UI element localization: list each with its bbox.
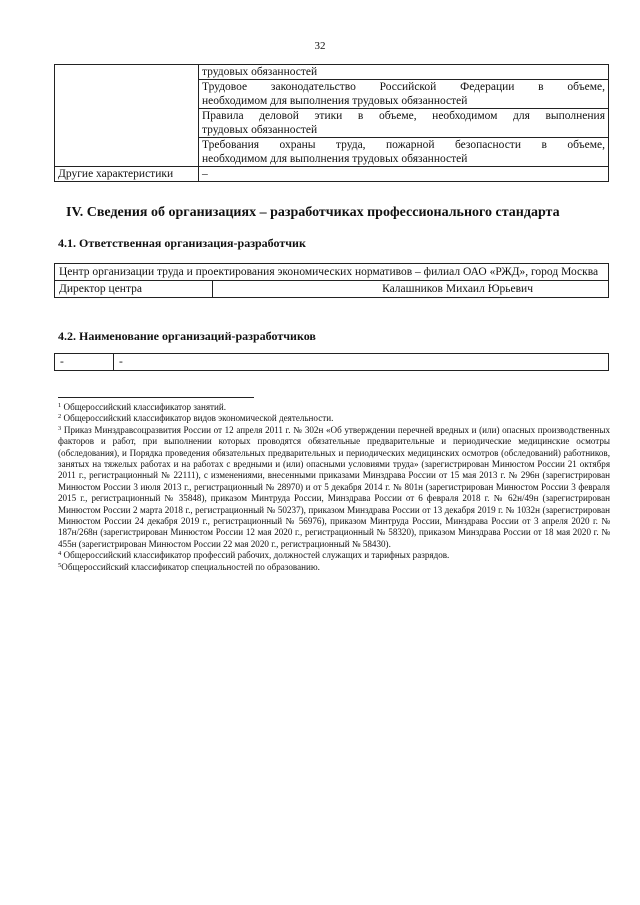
cell-line: Требования охраны труда, пожарной безопасности в объеме, bbox=[202, 139, 605, 151]
table-row bbox=[55, 65, 609, 80]
footnote-number: 5 bbox=[58, 561, 62, 569]
table-row bbox=[55, 354, 609, 371]
footnote-text: Общероссийский классификатор профессий рабочих, должностей служащих и тарифных разрядов. bbox=[61, 550, 450, 561]
footnote-number: 4 bbox=[58, 550, 62, 558]
position-cell: Директор центра bbox=[55, 281, 213, 298]
section-title: IV. Сведения об организациях – разработчиках профессионального стандарта bbox=[66, 205, 560, 220]
cell-line: необходимом для выполнения трудовых обязанностей bbox=[202, 95, 468, 107]
responsible-org-table bbox=[54, 263, 609, 298]
footnote bbox=[58, 402, 610, 413]
table-row bbox=[55, 264, 609, 281]
cell-line: необходимом для выполнения трудовых обязанностей bbox=[202, 153, 468, 165]
table-cell bbox=[199, 138, 609, 167]
footnote-text: Общероссийский классификатор специальностей по образованию. bbox=[61, 561, 320, 572]
cell-line: Правила деловой этики в объеме, необходимом для выполнения bbox=[202, 110, 605, 122]
developer-name-cell: - bbox=[114, 354, 609, 371]
footnote bbox=[58, 562, 610, 573]
footnote-text: Приказ Минздравсоцразвития России от 12 апреля 2011 г. № 302н «Об утверждении перечней вредных и (или) опасных производственных факторов и работ, при выполнении которых проводятся обязательные предварительные и периодические медицинские осмотры (обследования), и Порядка проведения обязательных предварительных и периодических медицинских осмотров (обследований) работников, занятых на тяжелых работах и на работах с вредными и (или) опасными условиями труда» (зарегистрирован Минюстом России 21 октября 2011 г., регистрационный № 22111), с изменениями, внесенными приказами Минздрава России от 15 мая 2013 г. № 296н (зарегистрирован Минюстом России 3 июля 2013 г., регистрационный № 28970) и от 5 декабря 2014 г. № 801н (зарегистрирован Минюстом России 3 февраля 2015 г., регистрационный № 35848), приказом Минтруда России, Минздрава России от 6 февраля 2018 г. № 62н/49н (зарегистрирован Минюстом России 2 марта 2018 г., регистрационный № 50237), приказом Минздрава России от 13 декабря 2019 г. № 1032н (зарегистрирован Минюстом России 24 декабря 2019 г., регистрационный № 56976), приказом Минтруда России, Минздрава России от 3 апреля 2020 г. № 187н/268н (зарегистрирован Минюстом России 12 мая 2020 г., регистрационный № 58320), приказом Минздрава России от 18 мая 2020 г. № 455н (зарегистрирован Минюстом России 22 мая 2020 г., регистрационный № 58430). bbox=[58, 424, 610, 549]
cell-line: Трудовое законодательство Российской Федерации в объеме, bbox=[202, 81, 605, 93]
characteristics-table bbox=[54, 64, 609, 182]
footnote bbox=[58, 413, 610, 424]
footnote-text: Общероссийский классификатор занятий. bbox=[61, 402, 226, 412]
org-name-cell: Центр организации труда и проектирования экономических нормативов – филиал ОАО «РЖД», город Москва bbox=[55, 264, 609, 281]
subsection-title-responsible: 4.1. Ответственная организация-разработчик bbox=[58, 236, 306, 250]
footnote bbox=[58, 550, 610, 561]
cell-line: трудовых обязанностей bbox=[202, 124, 318, 136]
empty-label-cell bbox=[55, 65, 199, 167]
footnote-number: 3 bbox=[58, 424, 62, 432]
cell-text: трудовых обязанностей bbox=[202, 66, 318, 78]
footnote-divider bbox=[58, 397, 254, 398]
developers-table bbox=[54, 353, 609, 371]
other-characteristics-value: – bbox=[199, 167, 609, 182]
footnote-number: 1 bbox=[58, 402, 62, 409]
table-cell bbox=[199, 109, 609, 138]
director-name-cell: Калашников Михаил Юрьевич bbox=[212, 281, 608, 298]
table-cell bbox=[199, 65, 609, 80]
developer-number-cell: - bbox=[55, 354, 114, 371]
table-row bbox=[55, 167, 609, 182]
subsection-title-developers: 4.2. Наименование организаций-разработчиков bbox=[58, 329, 316, 343]
footnote-number: 2 bbox=[58, 413, 62, 421]
footnotes bbox=[58, 402, 610, 573]
table-cell bbox=[199, 80, 609, 109]
footnote bbox=[58, 425, 610, 550]
other-characteristics-label: Другие характеристики bbox=[55, 167, 199, 182]
table-row bbox=[55, 281, 609, 298]
page-number: 32 bbox=[314, 40, 326, 52]
footnote-text: Общероссийский классификатор видов экономической деятельности. bbox=[61, 413, 334, 424]
